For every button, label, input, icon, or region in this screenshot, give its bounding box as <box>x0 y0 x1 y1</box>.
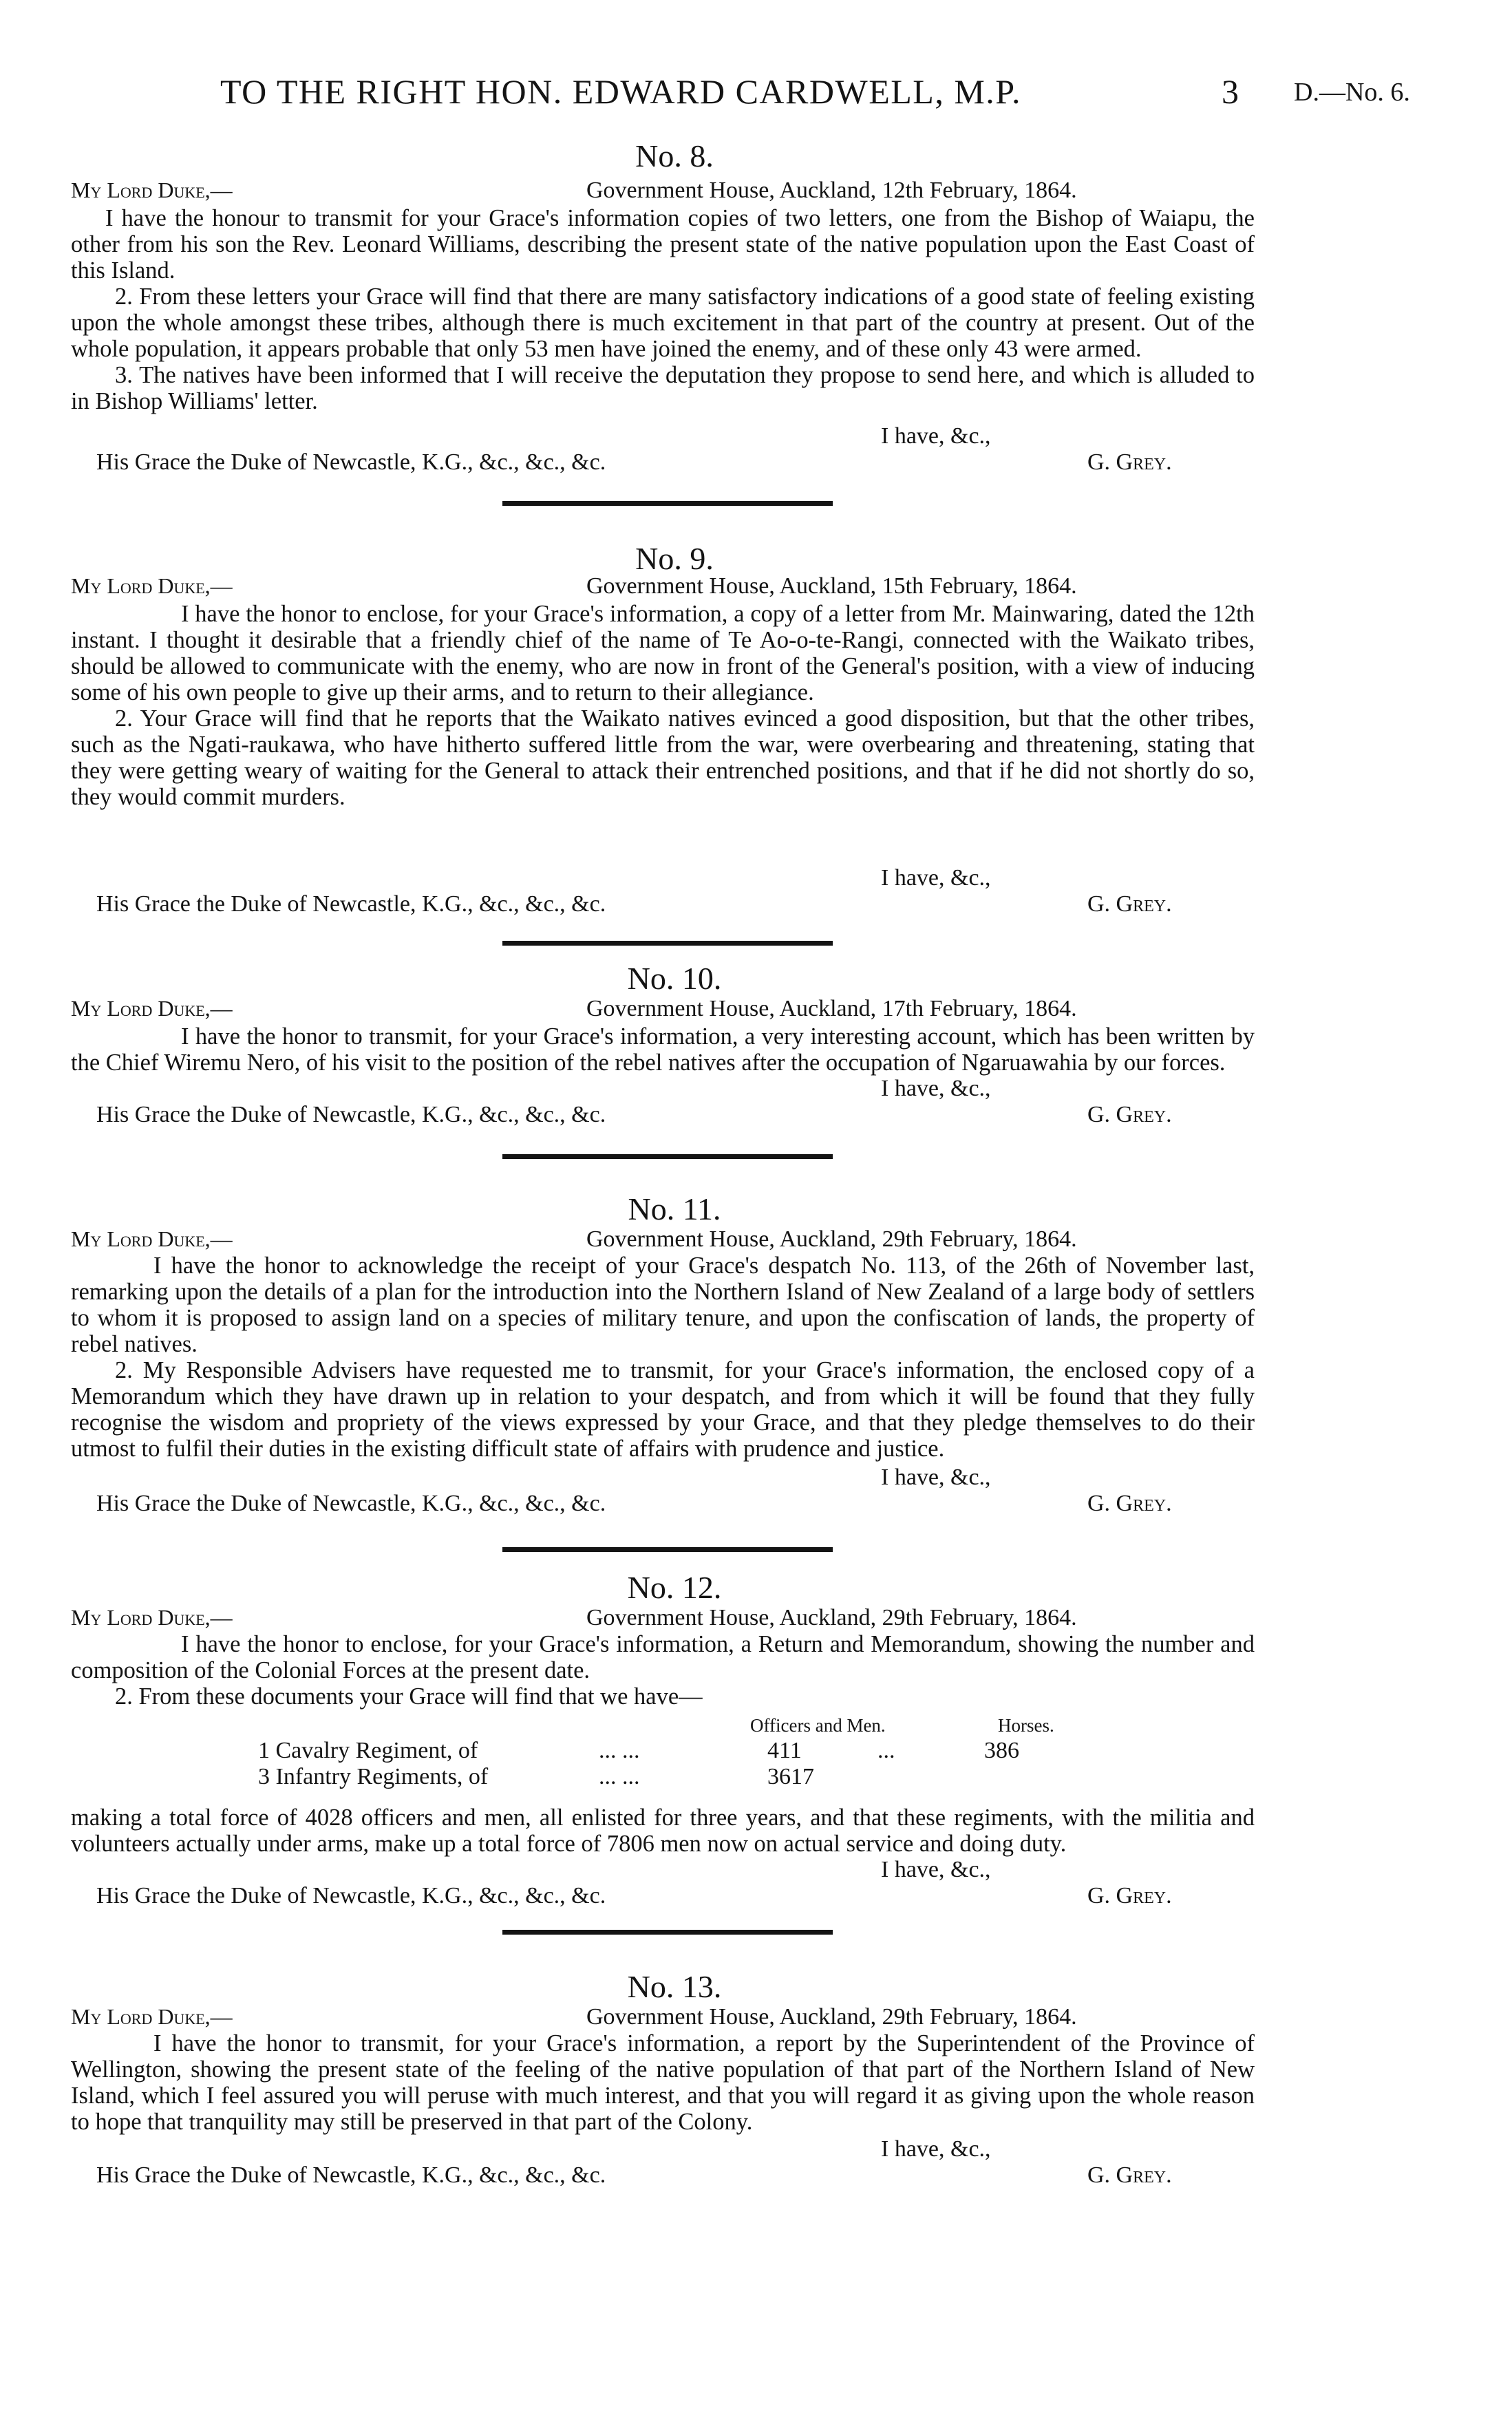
running-header <box>0 72 1512 120</box>
place-date: Government House, Auckland, 29th February, 1864. <box>586 2004 1077 2030</box>
signature: G. Grey. <box>1087 449 1172 475</box>
addressee: His Grace the Duke of Newcastle, K.G., &c., &c., &c. <box>96 2162 606 2188</box>
leader-dots: ... ... <box>599 1764 640 1789</box>
salutation: My Lord Duke,— <box>71 1226 233 1251</box>
closing: I have, &c., <box>881 2136 991 2162</box>
officers-value: 411 <box>767 1738 802 1763</box>
leader-dots: ... ... <box>599 1738 640 1763</box>
section-divider <box>502 1547 833 1552</box>
table-row <box>258 1738 1019 1764</box>
paragraph: 3. The natives have been informed that I will receive the deputation they propose to send here, and which is alluded to in Bishop Williams' letter. <box>71 362 1255 414</box>
paragraph: 2. Your Grace will find that he reports that the Waikato natives evinced a good disposition, but that the other tribes, such as the Ngati-raukawa, who have hitherto suffered little from the war, were overbearing and threatening, stating that they were getting weary of waiting for the General to attack their entrenched positions, and that if he did not shortly do so, they would commit murders. <box>71 705 1255 810</box>
column-header-officers: Officers and Men. <box>750 1715 886 1736</box>
signature: G. Grey. <box>1087 1883 1172 1908</box>
paragraph: making a total force of 4028 officers and men, all enlisted for three years, and that these regiments, with the militia and volunteers actually under arms, make up a total force of 7806 men now on actual service and doing duty. <box>71 1805 1255 1857</box>
paragraph: I have the honor to transmit, for your Grace's information, a report by the Superintendent of the Province of Wellington, showing the present state of the feeling of the native population of that part of the Northern Island of New Island, which I feel assured you will peruse with much interest, and that you will regard it as giving upon the whole reason to hope that tranquility may still be preserved in that part of the Colony. <box>71 2030 1255 2135</box>
salutation: My Lord Duke,— <box>71 996 233 1021</box>
place-date: Government House, Auckland, 17th February, 1864. <box>586 996 1077 1021</box>
page-number: 3 <box>1222 72 1239 111</box>
signature: G. Grey. <box>1087 1491 1172 1516</box>
header-title: TO THE RIGHT HON. EDWARD CARDWELL, M.P. <box>220 72 1022 111</box>
column-header-horses: Horses. <box>998 1715 1054 1736</box>
place-date: Government House, Auckland, 29th February, 1864. <box>586 1226 1077 1252</box>
paragraph: I have the honor to enclose, for your Grace's information, a Return and Memorandum, showing the number and composition of the Colonial Forces at the present date. <box>71 1631 1255 1683</box>
letter-number: No. 12. <box>627 1570 722 1605</box>
regiment-label: 1 Cavalry Regiment, of <box>258 1738 478 1763</box>
closing: I have, &c., <box>881 423 991 449</box>
letter-number: No. 10. <box>627 961 722 996</box>
paragraph: I have the honor to transmit, for your Grace's information, a very interesting account, which has been written by the Chief Wiremu Nero, of his visit to the position of the rebel natives after the occupation of Ngaruawahia by our forces. <box>71 1023 1255 1076</box>
leader-dots <box>877 1764 984 1790</box>
letter-number: No. 13. <box>627 1969 722 2004</box>
section-divider <box>502 1154 833 1159</box>
leader-dots: ... <box>877 1738 895 1763</box>
letter-body <box>71 205 1255 414</box>
addressee: His Grace the Duke of Newcastle, K.G., &c., &c., &c. <box>96 1491 606 1516</box>
horses-value: 386 <box>984 1738 1019 1763</box>
forces-table <box>258 1738 1019 1790</box>
salutation: My Lord Duke,— <box>71 573 233 598</box>
letter-number: No. 11. <box>628 1191 721 1226</box>
section-divider <box>502 941 833 946</box>
paragraph: I have the honour to transmit for your Grace's information copies of two letters, one from the Bishop of Waiapu, the other from his son the Rev. Leonard Williams, describing the present state of the native population upon the East Coast of this Island. <box>71 205 1255 284</box>
section-divider <box>502 501 833 506</box>
document-reference: D.—No. 6. <box>1294 78 1410 107</box>
addressee: His Grace the Duke of Newcastle, K.G., &c., &c., &c. <box>96 449 606 475</box>
letter-number: No. 9. <box>635 541 714 576</box>
signature: G. Grey. <box>1087 2162 1172 2188</box>
place-date: Government House, Auckland, 12th February, 1864. <box>586 178 1077 203</box>
paragraph: I have the honor to acknowledge the receipt of your Grace's despatch No. 113, of the 26th of November last, remarking upon the details of a plan for the introduction into the Northern Island of New Zealand of a large body of settlers to whom it is proposed to assign land on a species of military tenure, and upon the confiscation of lands, the property of rebel natives. <box>71 1253 1255 1357</box>
paragraph: 2. From these letters your Grace will find that there are many satisfactory indications of a good state of feeling existing upon the whole amongst these tribes, although there is much excitement in that part of the country at present. Out of the whole population, it appears probable that only 53 men have joined the enemy, and of these only 43 were armed. <box>71 284 1255 362</box>
officers-value: 3617 <box>767 1764 814 1789</box>
paragraph: 2. My Responsible Advisers have requested me to transmit, for your Grace's information, the enclosed copy of a Memorandum which they have drawn up in relation to your despatch, and from which it will be found that they fully recognise the wisdom and propriety of the views expressed by your Grace, and that they pledge themselves to do their utmost to fulfil their duties in the existing difficult state of affairs with prudence and justice. <box>71 1357 1255 1462</box>
salutation: My Lord Duke,— <box>71 178 233 202</box>
closing: I have, &c., <box>881 865 991 891</box>
signature: G. Grey. <box>1087 1102 1172 1127</box>
addressee: His Grace the Duke of Newcastle, K.G., &c., &c., &c. <box>96 891 606 917</box>
letter-body <box>71 2030 1255 2135</box>
paragraph: I have the honor to enclose, for your Grace's information, a copy of a letter from Mr. Mainwaring, dated the 12th instant. I thought it desirable that a friendly chief of the name of Te Ao-o-te-Rangi, connected with the Waikato tribes, should be allowed to communicate with the enemy, who are now in front of the General's position, with a view of inducing some of his own people to give up their arms, and to return to their allegiance. <box>71 601 1255 705</box>
letter-body <box>71 1631 1255 1710</box>
letter-number: No. 8. <box>635 138 714 173</box>
closing: I have, &c., <box>881 1465 991 1490</box>
regiment-label: 3 Infantry Regiments, of <box>258 1764 489 1789</box>
letter-body <box>71 601 1255 810</box>
addressee: His Grace the Duke of Newcastle, K.G., &c., &c., &c. <box>96 1102 606 1127</box>
place-date: Government House, Auckland, 29th February, 1864. <box>586 1605 1077 1630</box>
signature: G. Grey. <box>1087 891 1172 917</box>
section-divider <box>502 1930 833 1935</box>
paragraph: 2. From these documents your Grace will find that we have— <box>115 1683 703 1710</box>
horses-value <box>984 1764 1019 1790</box>
addressee: His Grace the Duke of Newcastle, K.G., &c., &c., &c. <box>96 1883 606 1908</box>
letter-body-continued <box>71 1805 1255 1857</box>
salutation: My Lord Duke,— <box>71 2004 233 2029</box>
letter-body <box>71 1253 1255 1462</box>
table-row <box>258 1764 1019 1790</box>
place-date: Government House, Auckland, 15th February, 1864. <box>586 573 1077 599</box>
letter-body <box>71 1023 1255 1076</box>
closing: I have, &c., <box>881 1076 991 1101</box>
closing: I have, &c., <box>881 1857 991 1882</box>
salutation: My Lord Duke,— <box>71 1605 233 1630</box>
